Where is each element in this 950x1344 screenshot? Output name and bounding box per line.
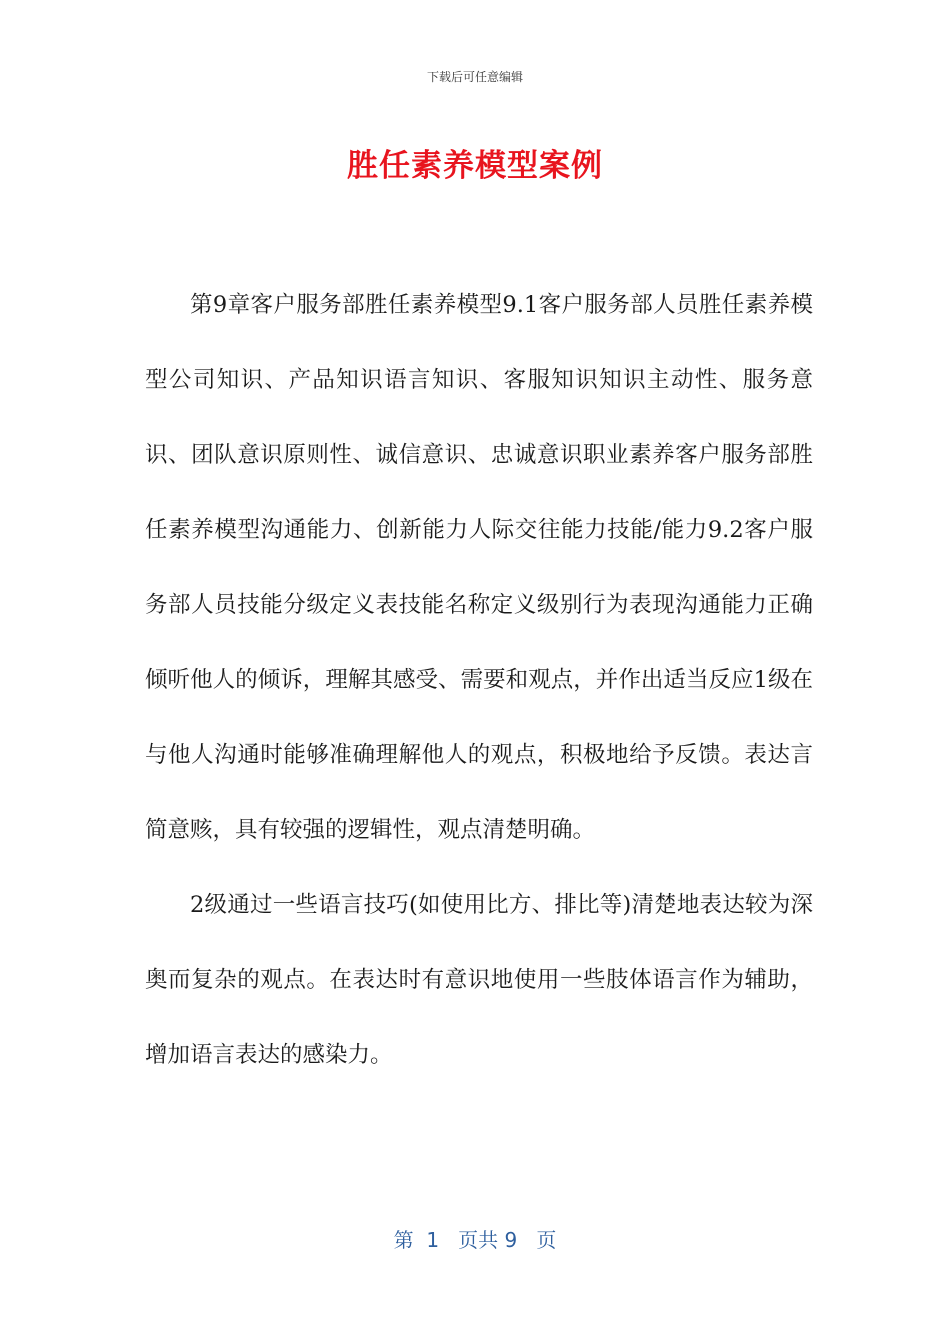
document-body bbox=[145, 268, 813, 1093]
body-paragraph-1: 第9章客户服务部胜任素养模型9.1客户服务部人员胜任素养模型公司知识、产品知识语言知识、客服知识知识主动性、服务意识、团队意识原则性、诚信意识、忠诚意识职业素养客户服务部胜任素养模型沟通能力、创新能力人际交往能力技能/能力9.2客户服务部人员技能分级定义表技能名称定义级别行为表现沟通能力正确倾听他人的倾诉，理解其感受、需要和观点，并作出适当反应1级在与他人沟通时能够准确理解他人的观点，积极地给予反馈。表达言简意赅，具有较强的逻辑性，观点清楚明确。 bbox=[145, 292, 813, 843]
header-note: 下载后可任意编辑 bbox=[426, 70, 523, 84]
body-paragraph-2: 2级通过一些语言技巧(如使用比方、排比等)清楚地表达较为深奥而复杂的观点。在表达时有意识地使用一些肢体语言作为辅助，增加语言表达的感染力。 bbox=[145, 892, 813, 1068]
page-number-footer: 第 1 页共 9 页 bbox=[393, 1228, 557, 1252]
document-title: 胜任素养模型案例 bbox=[347, 148, 603, 184]
